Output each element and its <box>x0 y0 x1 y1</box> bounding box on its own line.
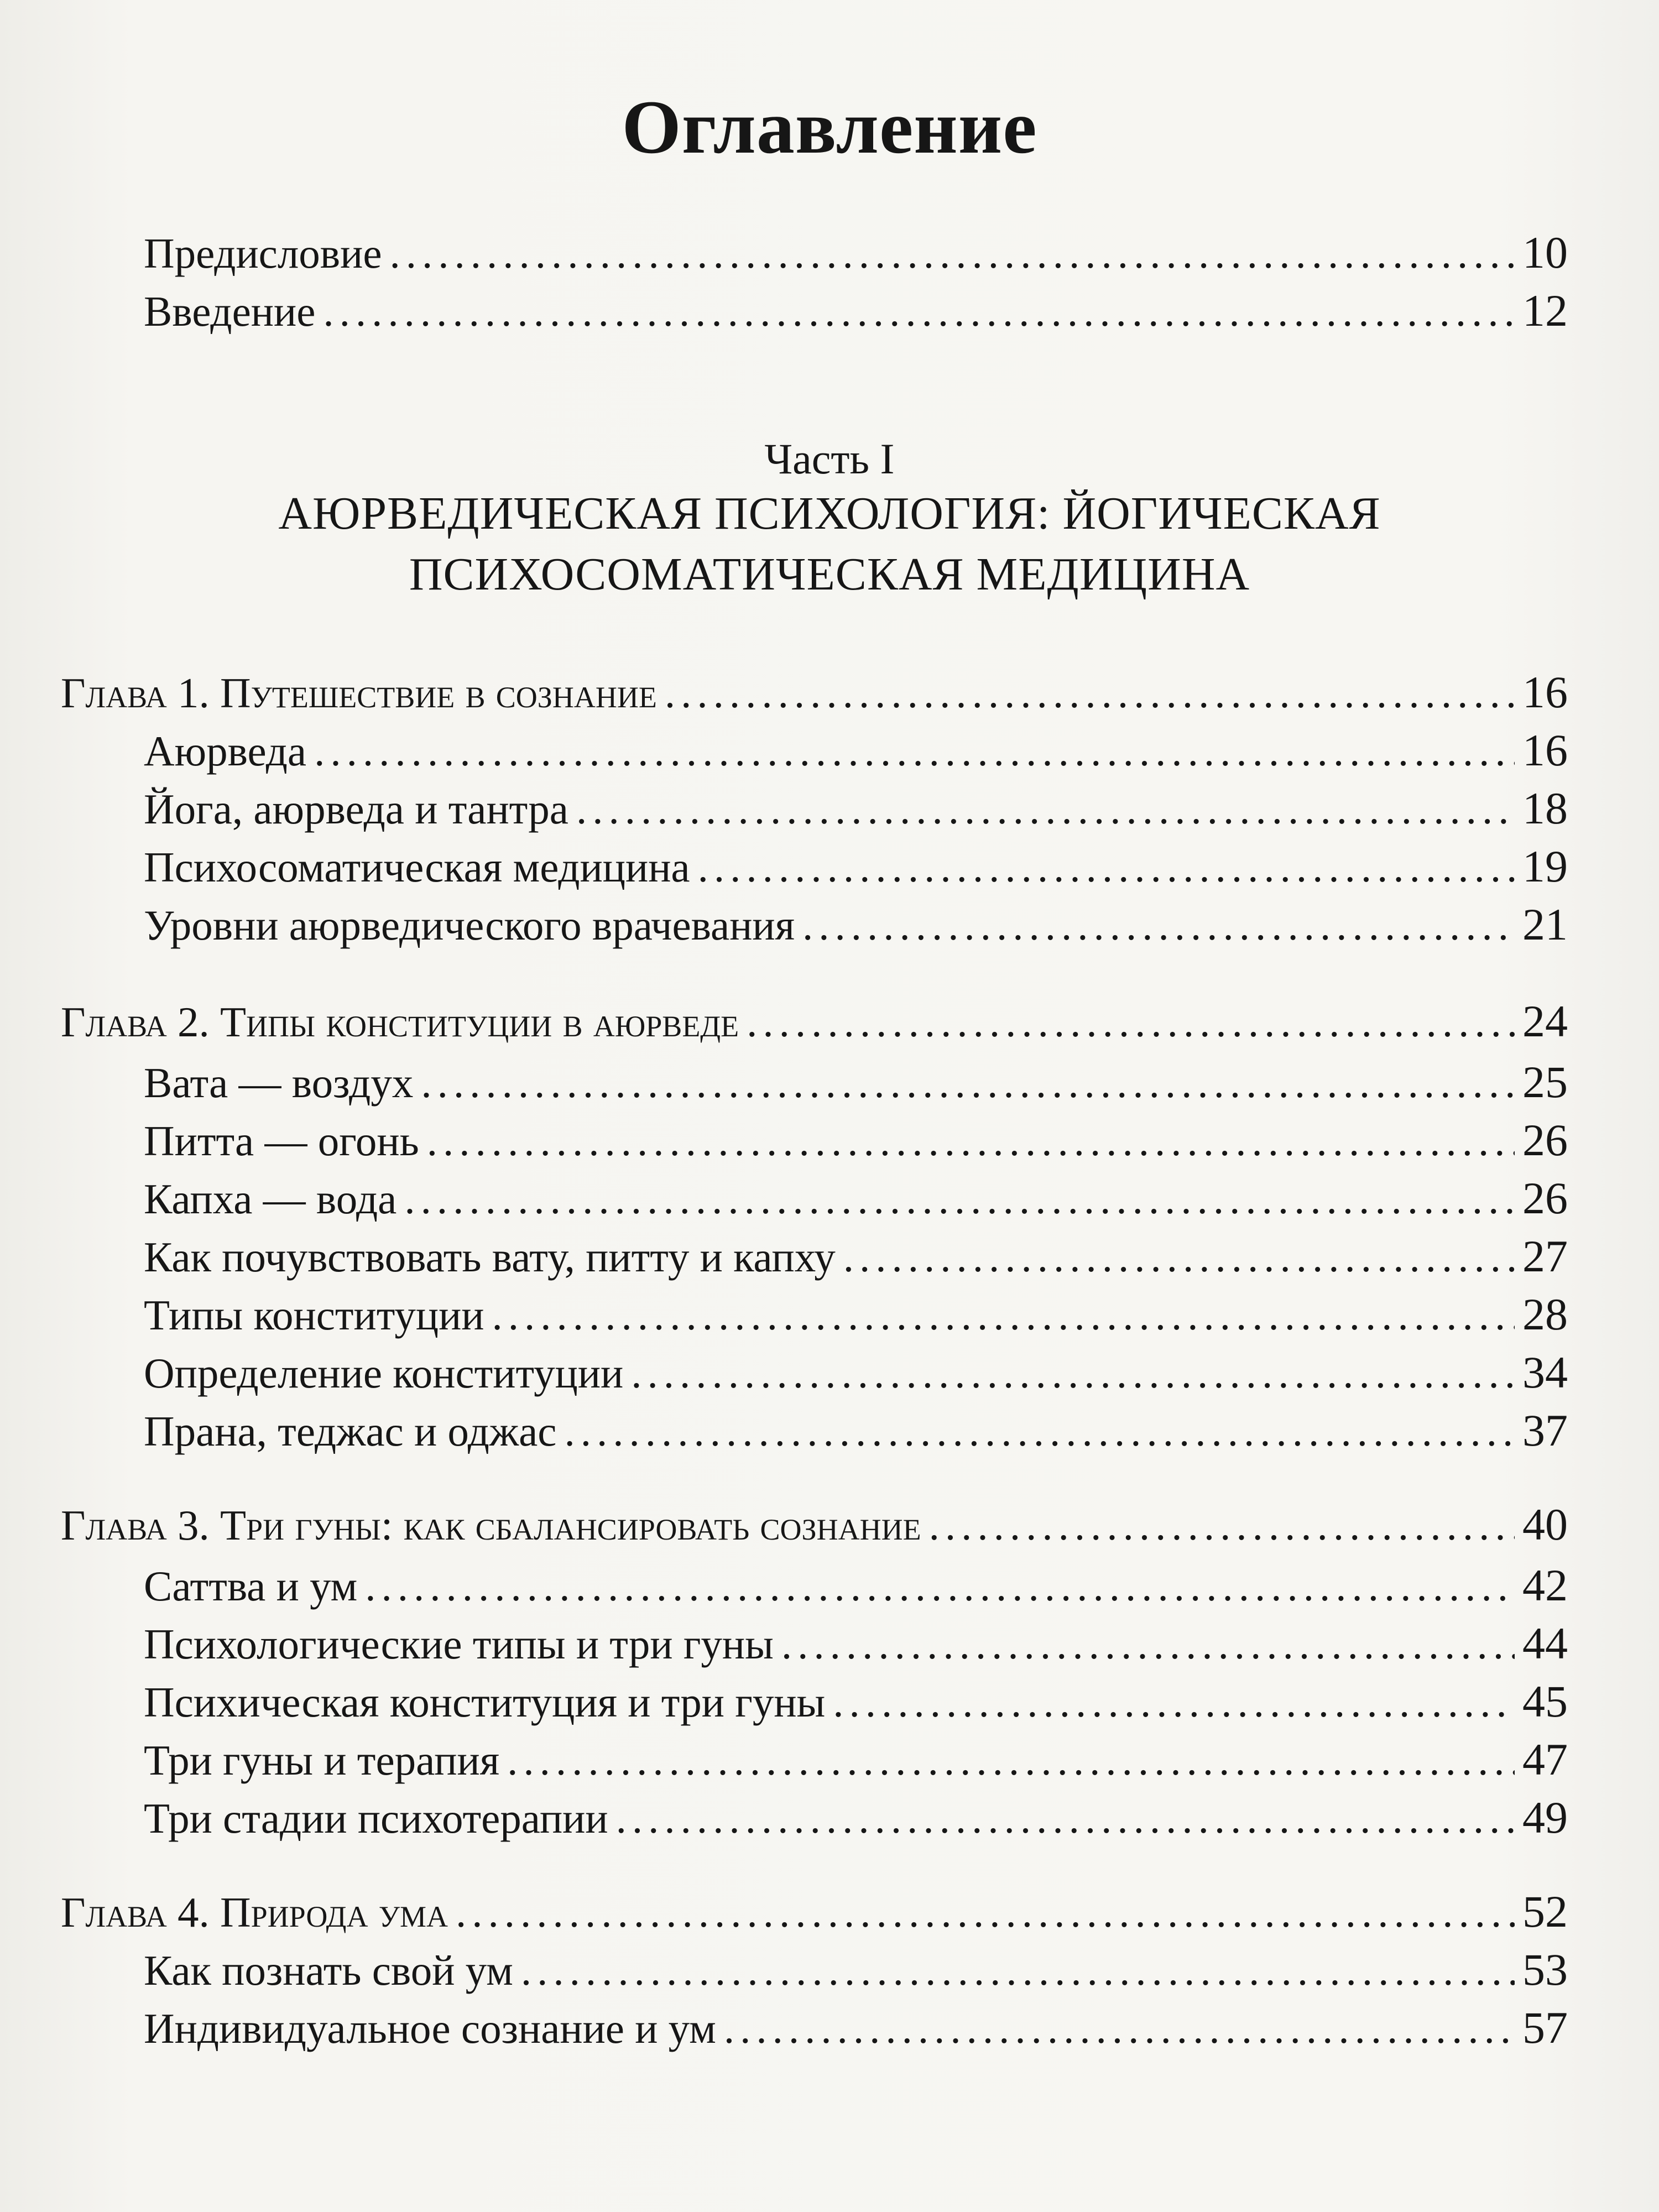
toc-section-label: Уровни аюрведического врачевания <box>144 901 795 949</box>
toc-chapter-page: 40 <box>1522 1499 1568 1550</box>
leader-dots <box>802 901 1515 950</box>
leader-dots <box>724 2004 1515 2053</box>
toc-section <box>144 1734 1568 1786</box>
toc-section-page: 19 <box>1522 841 1568 891</box>
toc-section-label: Капха — вода <box>144 1175 397 1223</box>
toc-section <box>144 1405 1568 1457</box>
toc-section-label: Йога, аюрведа и тантра <box>144 785 568 833</box>
toc-section-page: 45 <box>1522 1676 1568 1726</box>
toc-section-label: Саттва и ум <box>144 1562 358 1610</box>
toc-section-label: Психологические типы и три гуны <box>144 1620 774 1668</box>
toc-section <box>144 782 1568 834</box>
toc-section-label: Вата — воздух <box>144 1059 414 1107</box>
leader-dots <box>427 1117 1515 1166</box>
toc-chapter-1 <box>61 666 1568 718</box>
toc-section-label: Типы конституции <box>144 1291 484 1339</box>
leader-dots <box>507 1736 1515 1785</box>
toc-section-page: 47 <box>1522 1734 1568 1785</box>
toc-section-label: Как познать свой ум <box>144 1947 513 1994</box>
toc-section <box>144 2002 1568 2054</box>
part-title-line-2: ПСИХОСОМАТИЧЕСКАЯ МЕДИЦИНА <box>409 549 1250 600</box>
leader-dots <box>323 287 1515 336</box>
part-title-line-1: АЮРВЕДИЧЕСКАЯ ПСИХОЛОГИЯ: ЙОГИЧЕСКАЯ <box>278 488 1381 539</box>
toc-section-page: 16 <box>1522 725 1568 775</box>
toc-section <box>144 1944 1568 1996</box>
toc-section <box>144 1792 1568 1844</box>
toc-section-page: 37 <box>1522 1405 1568 1455</box>
toc-entry-page: 10 <box>1522 227 1568 278</box>
toc-chapter-page: 24 <box>1522 996 1568 1046</box>
toc-section <box>144 1056 1568 1108</box>
page-title: Оглавление <box>622 85 1037 169</box>
toc-section-label: Три стадии психотерапии <box>144 1794 608 1842</box>
toc-section-page: 53 <box>1522 1944 1568 1995</box>
toc-chapter-label: Глава 4. Природа ума <box>61 1888 448 1936</box>
leader-dots <box>564 1407 1515 1456</box>
toc-section-page: 49 <box>1522 1792 1568 1843</box>
toc-section <box>144 899 1568 951</box>
toc-section-label: Прана, теджас и оджас <box>144 1407 557 1455</box>
toc-section <box>144 1676 1568 1728</box>
leader-dots <box>521 1946 1515 1995</box>
leader-dots <box>365 1562 1515 1611</box>
toc-entry-label: Введение <box>144 288 316 335</box>
toc-entry-page: 12 <box>1522 285 1568 336</box>
toc-section <box>144 1114 1568 1166</box>
part-label: Часть I <box>764 435 895 483</box>
leader-dots <box>781 1620 1515 1669</box>
toc-chapter-3 <box>61 1499 1568 1551</box>
leader-dots <box>833 1678 1515 1727</box>
leader-dots <box>421 1058 1515 1108</box>
toc-section-page: 26 <box>1522 1173 1568 1223</box>
toc-section-label: Психическая конституция и три гуны <box>144 1678 826 1726</box>
toc-section-page: 42 <box>1522 1560 1568 1610</box>
toc-section <box>144 1559 1568 1611</box>
leader-dots <box>492 1291 1515 1340</box>
toc-section-page: 21 <box>1522 899 1568 950</box>
toc-section-page: 44 <box>1522 1618 1568 1668</box>
leader-dots <box>747 998 1515 1047</box>
leader-dots <box>616 1794 1515 1843</box>
leader-dots <box>456 1888 1515 1937</box>
toc-section <box>144 1618 1568 1670</box>
toc-section-page: 26 <box>1522 1115 1568 1165</box>
toc-section-label: Питта — огонь <box>144 1117 419 1165</box>
toc-section-page: 57 <box>1522 2002 1568 2053</box>
toc-section-label: Как почувствовать вату, питту и капху <box>144 1233 836 1281</box>
toc-section-label: Три гуны и терапия <box>144 1736 500 1784</box>
leader-dots <box>631 1349 1515 1398</box>
toc-section-page: 34 <box>1522 1347 1568 1397</box>
leader-dots <box>576 785 1515 834</box>
toc-section-page: 18 <box>1522 783 1568 833</box>
leader-dots <box>390 229 1515 278</box>
toc-section <box>144 1288 1568 1340</box>
toc-chapter-4 <box>61 1886 1568 1938</box>
leader-dots <box>698 843 1515 892</box>
toc-section-label: Психосоматическая медицина <box>144 843 690 891</box>
toc-chapter-2 <box>61 995 1568 1047</box>
toc-section-page: 25 <box>1522 1057 1568 1107</box>
toc-section <box>144 1230 1568 1282</box>
toc-chapter-page: 52 <box>1522 1886 1568 1937</box>
toc-section-label: Определение конституции <box>144 1349 624 1397</box>
toc-section <box>144 1347 1568 1399</box>
toc-section-label: Аюрведа <box>144 727 307 775</box>
toc-entry-preface <box>144 227 1568 279</box>
leader-dots <box>314 727 1515 776</box>
leader-dots <box>404 1175 1515 1224</box>
toc-chapter-label: Глава 3. Три гуны: как сбалансировать сознание <box>61 1501 921 1549</box>
toc-section <box>144 724 1568 776</box>
toc-section <box>144 1172 1568 1224</box>
leader-dots <box>929 1501 1515 1550</box>
toc-chapter-label: Глава 2. Типы конституции в аюрведе <box>61 998 739 1046</box>
toc-chapter-label: Глава 1. Путешествие в сознание <box>61 669 657 717</box>
toc-section-label: Индивидуальное сознание и ум <box>144 2005 716 2052</box>
toc-entry-introduction <box>144 285 1568 337</box>
toc-entry-label: Предисловие <box>144 229 382 277</box>
toc-section-page: 27 <box>1522 1231 1568 1281</box>
toc-section <box>144 841 1568 893</box>
toc-section-page: 28 <box>1522 1289 1568 1339</box>
toc-chapter-page: 16 <box>1522 667 1568 717</box>
leader-dots <box>843 1233 1515 1282</box>
leader-dots <box>665 669 1515 718</box>
